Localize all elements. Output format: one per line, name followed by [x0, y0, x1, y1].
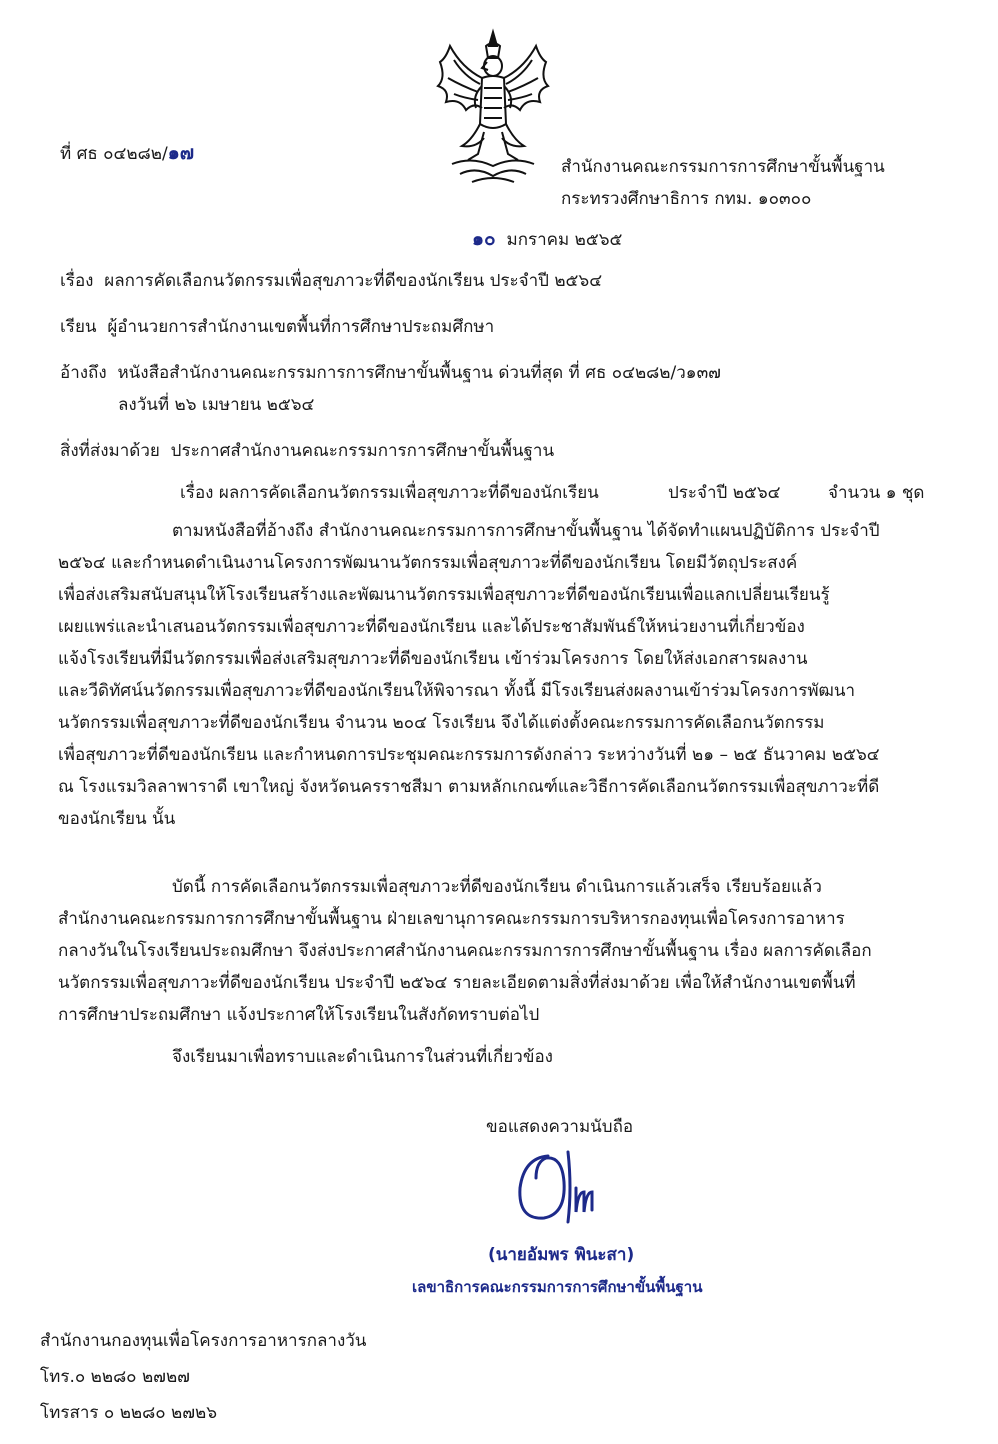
reference-number	[60, 142, 194, 165]
body-p1-line: ๒๕๖๔ และกำหนดดำเนินงานโครงการพัฒนานวัตกรรมเพื่อสุขภาวะที่ดีของนักเรียน โดยมีวัตถุประสงค์	[58, 553, 798, 573]
body-p2-line: บัดนี้ การคัดเลือกนวัตกรรมเพื่อสุขภาวะที่ดีของนักเรียน ดำเนินการแล้วเสร็จ เรียบร้อยแล้ว	[172, 877, 822, 897]
office-name: สำนักงานคณะกรรมการการศึกษาขั้นพื้นฐาน	[561, 157, 885, 177]
enclosure-count: จำนวน ๑ ชุด	[828, 483, 925, 503]
body-p2-line: สำนักงานคณะกรรมการการศึกษาขั้นพื้นฐาน ฝ่ายเลขานุการคณะกรรมการบริหารกองทุนเพื่อโครงการอาหาร	[58, 909, 845, 929]
footer-tel: โทร.๐ ๒๒๘๐ ๒๗๒๗	[40, 1367, 190, 1387]
body-p1-line: แจ้งโรงเรียนที่มีนวัตกรรมเพื่อส่งเสริมสุขภาวะที่ดีของนักเรียน เข้าร่วมโครงการ โดยให้ส่งเอกสารผลงาน	[58, 649, 808, 669]
addressee-line	[60, 316, 494, 338]
body-p1-line: และวีดิทัศน์นวัตกรรมเพื่อสุขภาวะที่ดีของนักเรียนให้พิจารณา ทั้งนี้ มีโรงเรียนส่งผลงานเข้าร่วมโครงการพัฒนา	[58, 681, 856, 701]
addressee-label: เรียน	[60, 317, 97, 337]
signer-title: เลขาธิการคณะกรรมการการศึกษาขั้นพื้นฐาน	[412, 1278, 703, 1296]
signer-name: (นายอัมพร พินะสา)	[488, 1245, 635, 1265]
reference-text-2: ลงวันที่ ๒๖ เมษายน ๒๕๖๔	[118, 395, 315, 415]
enclosure-year: ประจำปี ๒๕๖๔	[668, 483, 781, 503]
body-p1-line: เผยแพร่และนำเสนอนวัตกรรมเพื่อสุขภาวะที่ดีของนักเรียน และได้ประชาสัมพันธ์ให้หน่วยงานที่เกี่ยวข้อง	[58, 617, 805, 637]
footer-fax: โทรสาร ๐ ๒๒๘๐ ๒๗๒๖	[40, 1403, 217, 1423]
body-p2-line: นวัตกรรมเพื่อสุขภาวะที่ดีของนักเรียน ประจำปี ๒๕๖๔ รายละเอียดตามสิ่งที่ส่งมาด้วย เพื่อให้สำนักงานเขตพื้นที่	[58, 973, 856, 993]
body-p1-line: นวัตกรรมเพื่อสุขภาวะที่ดีของนักเรียน จำนวน ๒๐๔ โรงเรียน จึงได้แต่งตั้งคณะกรรมการคัดเลือกนวัตกรรม	[58, 713, 825, 733]
body-p1-line: ณ โรงแรมวิลลาพาราดี เขาใหญ่ จังหวัดนครราชสีมา ตามหลักเกณฑ์และวิธีการคัดเลือกนวัตกรรมเพื่อสุขภาวะที่ดี	[58, 777, 880, 797]
subject-label: เรื่อง	[60, 271, 94, 291]
subject-text: ผลการคัดเลือกนวัตกรรมเพื่อสุขภาวะที่ดีของนักเรียน ประจำปี ๒๕๖๔	[104, 271, 603, 291]
date-month-year: มกราคม ๒๕๖๕	[506, 230, 623, 250]
signature	[512, 1148, 632, 1230]
reference-label: อ้างถึง	[60, 363, 107, 383]
enclosure-label: สิ่งที่ส่งมาด้วย	[60, 441, 160, 461]
body-p1-line: เพื่อสุขภาวะที่ดีของนักเรียน และกำหนดการประชุมคณะกรรมการดังกล่าว ระหว่างวันที่ ๒๑ – ๒๕ ธันวาคม ๒๕๖๔	[58, 745, 880, 765]
reference-text-1: หนังสือสำนักงานคณะกรรมการการศึกษาขั้นพื้นฐาน ด่วนที่สุด ที่ ศธ ๐๔๒๘๒/ว๑๓๗	[117, 363, 721, 383]
reference-line	[60, 362, 721, 384]
body-p3-line: จึงเรียนมาเพื่อทราบและดำเนินการในส่วนที่เกี่ยวข้อง	[172, 1047, 553, 1067]
body-p1-line: เพื่อส่งเสริมสนับสนุนให้โรงเรียนสร้างและพัฒนานวัตกรรมเพื่อสุขภาวะที่ดีของนักเรียนเพื่อแลกเปลี่ยนเรียนรู้	[58, 585, 830, 605]
reference-prefix: ที่ ศธ ๐๔๒๘๒/	[60, 144, 168, 164]
addressee-text: ผู้อำนวยการสำนักงานเขตพื้นที่การศึกษาประถมศึกษา	[107, 317, 495, 337]
footer-unit: สำนักงานกองทุนเพื่อโครงการอาหารกลางวัน	[40, 1331, 367, 1351]
enclosure-subject: เรื่อง ผลการคัดเลือกนวัตกรรมเพื่อสุขภาวะที่ดีของนักเรียน	[180, 483, 599, 503]
body-p1-line: ของนักเรียน นั้น	[58, 809, 176, 829]
enclosure-line	[60, 440, 554, 462]
letter-date	[472, 228, 622, 251]
garuda-emblem	[432, 28, 554, 186]
date-day: ๑๐	[472, 228, 496, 250]
body-p2-line: การศึกษาประถมศึกษา แจ้งประกาศให้โรงเรียนในสังกัดทราบต่อไป	[58, 1005, 540, 1025]
enclosure-text-1: ประกาศสำนักงานคณะกรรมการการศึกษาขั้นพื้นฐาน	[170, 441, 555, 461]
office-address: กระทรวงศึกษาธิการ กทม. ๑๐๓๐๐	[561, 189, 812, 209]
closing-line: ขอแสดงความนับถือ	[486, 1117, 634, 1137]
handwritten-number: ๑๗	[167, 142, 195, 164]
body-p1-line: ตามหนังสือที่อ้างถึง สำนักงานคณะกรรมการการศึกษาขั้นพื้นฐาน ได้จัดทำแผนปฏิบัติการ ประจำปี	[172, 521, 880, 541]
subject-line	[60, 270, 602, 292]
body-p2-line: กลางวันในโรงเรียนประถมศึกษา จึงส่งประกาศสำนักงานคณะกรรมการการศึกษาขั้นพื้นฐาน เรื่อง ผลการคัดเลือก	[58, 941, 872, 961]
